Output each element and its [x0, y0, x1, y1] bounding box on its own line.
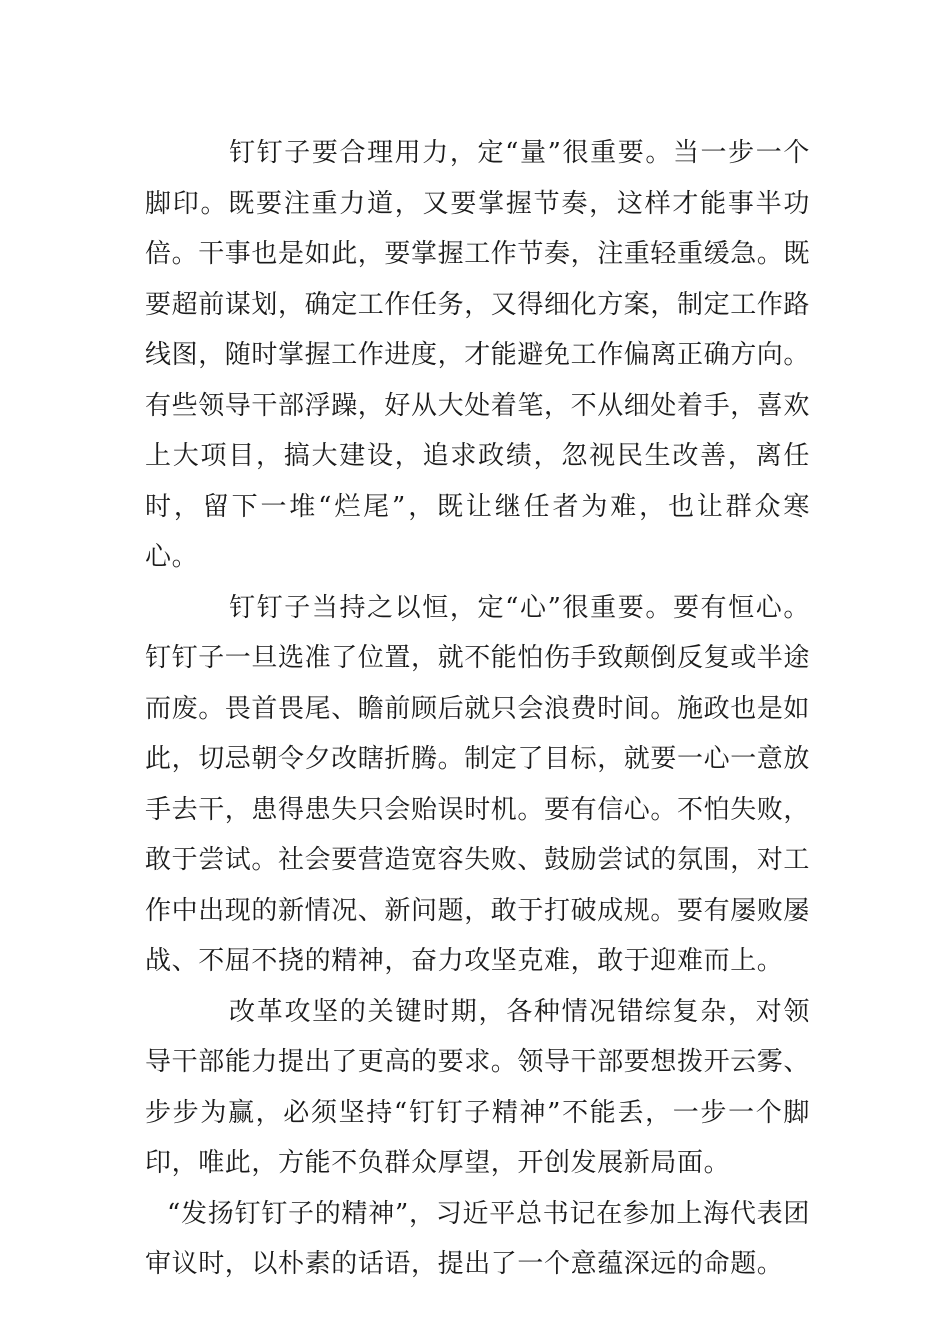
paragraph-reform-critical-period: 改革攻坚的关键时期，各种情况错综复杂，对领导干部能力提出了更高的要求。领导干部要想拨开云雾、步步为赢，必须坚持“钉钉子精神”不能丢，一步一个脚印，唯此，方能不负群众厚望，开创发展新局面。 [145, 996, 811, 1178]
paragraph-nail-force: 钉钉子要合理用力，定“量”很重要。当一步一个脚印。既要注重力道，又要掌握节奏，这样才能事半功倍。干事也是如此，要掌握工作节奏，注重轻重缓急。既要超前谋划，确定工作任务，又得细化方案，制定工作路线图，随时掌握工作进度，才能避免工作偏离正确方向。有些领导干部浮躁，好从大处着笔，不从细处着手，喜欢上大项目，搞大建设，追求政绩，忽视民生改善，离任时，留下一堆“烂尾”，既让继任者为难，也让群众寒心。 [145, 138, 811, 572]
paragraph-nail-perseverance: 钉钉子当持之以恒，定“心”很重要。要有恒心。钉钉子一旦选准了位置，就不能怕伤手致颠倒反复或半途而废。畏首畏尾、瞻前顾后就只会浪费时间。施政也是如此，切忌朝令夕改瞎折腾。制定了目标，就要一心一意放手去干，患得患失只会贻误时机。要有信心。不怕失败，敢于尝试。社会要营造宽容失败、鼓励尝试的氛围，对工作中出现的新情况、新问题，敢于打破成规。要有屡败屡战、不屈不挠的精神，奋力攻坚克难，敢于迎难而上。 [145, 592, 811, 976]
document-body [145, 128, 810, 1290]
paragraph-nail-spirit-quote: “发扬钉钉子的精神”，习近平总书记在参加上海代表团审议时，以朴素的话语，提出了一个意蕴深远的命题。 [145, 1198, 810, 1279]
